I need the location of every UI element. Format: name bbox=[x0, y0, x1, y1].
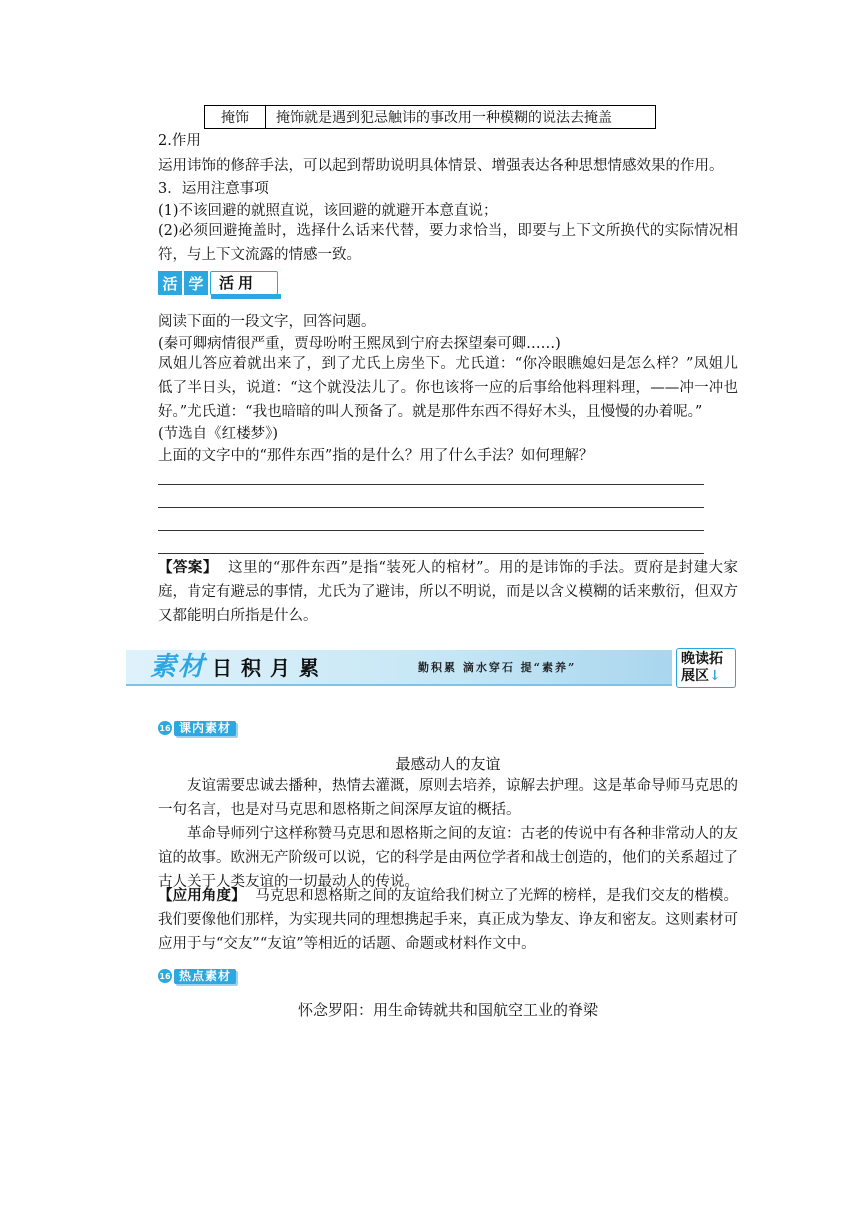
section1-paragraph-2: 革命导师列宁这样称赞马克思和恩格斯之间的友谊：古老的传说中有各种非常动人的友谊的故事。欧洲无产阶级可以说，它的科学是由两位学者和战士创造的，他们的关系超过了古人关于人类友谊的一切最动人的传说。 bbox=[158, 826, 738, 890]
practice-badge bbox=[158, 271, 278, 297]
material-banner bbox=[126, 648, 736, 688]
table-definition: 掩饰就是遇到犯忌触讳的事改用一种模糊的说法去掩盖 bbox=[276, 110, 612, 126]
answer-line-4 bbox=[158, 553, 704, 554]
notes-item-2: (2)必须回避掩盖时，选择什么话来代替，要力求恰当，即要与上下文所换代的实际情况相符，与上下文流露的情感一致。 bbox=[158, 223, 738, 263]
banner-bottom-line bbox=[126, 684, 672, 686]
section-label-text: 课内素材 bbox=[174, 721, 236, 736]
badge-char-1: 活 bbox=[158, 271, 182, 295]
application-text: 马克思和恩格斯之间的友谊给我们树立了光辉的榜样，是我们交友的楷模。我们要像他们那样，为实现共同的理想携起手来，真正成为挚友、诤友和密友。这则素材可应用于与“交友”“友谊”等相近的话题、命题或材料作文中。 bbox=[158, 888, 739, 952]
badge-underline bbox=[211, 294, 281, 299]
practice-question: 上面的文字中的“那件东西”指的是什么？用了什么手法？如何理解？ bbox=[158, 448, 594, 464]
answer-line-1 bbox=[158, 484, 704, 485]
section-label-hot bbox=[158, 967, 236, 985]
answer-line-2 bbox=[158, 507, 704, 508]
tag-line-2-text: 展区 bbox=[681, 668, 709, 684]
badge-frame bbox=[210, 271, 278, 295]
practice-passage: 凤姐儿答应着就出来了，到了尤氏上房坐下。尤氏道：“你冷眼瞧媳妇是怎么样？”凤姐儿低了半日头，说道：“这个就没法儿了。你也该将一应的后事给他料理料理，——冲一冲也好。”尤氏道：“我也暗暗的叫人预备了。就是那件东西不得好木头，且慢慢的办着呢。” bbox=[158, 356, 738, 420]
section2-title: 怀念罗阳：用生命铸就共和国航空工业的脊梁 bbox=[297, 1001, 598, 1019]
banner-sucai: 素材 bbox=[150, 652, 207, 682]
banner-background bbox=[126, 650, 672, 684]
banner-title: 日积月累 bbox=[212, 656, 328, 680]
section-label-text: 热点素材 bbox=[174, 969, 236, 984]
number-badge-icon: 16 bbox=[158, 969, 172, 983]
tag-line-2 bbox=[681, 668, 721, 685]
badge-char-2: 学 bbox=[184, 271, 208, 295]
application-label: 【应用角度】 bbox=[158, 887, 246, 904]
effect-text: 运用讳饰的修辞手法，可以起到帮助说明具体情景、增强表达各种思想情感效果的作用。 bbox=[158, 158, 724, 174]
section1-title: 最感动人的友谊 bbox=[395, 755, 501, 773]
application-block bbox=[158, 884, 738, 956]
answer-block bbox=[158, 556, 738, 628]
badge-rest: 活用 bbox=[219, 274, 258, 292]
notes-item-1: (1)不该回避的就照直说，该回避的就避开本意直说； bbox=[158, 203, 498, 219]
number-badge-icon: 16 bbox=[158, 721, 172, 735]
effect-heading: 2.作用 bbox=[158, 133, 201, 149]
banner-slogan: 勤积累 滴水穿石 提“素养” bbox=[418, 661, 577, 674]
tag-line-1: 晚读拓 bbox=[681, 651, 723, 667]
answer-label: 【答案】 bbox=[158, 559, 218, 576]
arrow-down-icon: ↓ bbox=[709, 668, 721, 684]
section1-paragraph-1: 友谊需要忠诚去播种，热情去灌溉，原则去培养，谅解去护理。这是革命导师马克思的一句名言，也是对马克思和恩格斯之间深厚友谊的概括。 bbox=[158, 778, 738, 818]
practice-instruction: 阅读下面的一段文字，回答问题。 bbox=[158, 314, 376, 330]
table-term: 掩饰 bbox=[205, 106, 266, 128]
answer-line-3 bbox=[158, 530, 704, 531]
practice-source: (节选自《红楼梦》) bbox=[158, 426, 279, 442]
notes-heading: 3．运用注意事项 bbox=[158, 181, 269, 197]
definition-table bbox=[204, 105, 656, 129]
reading-zone-tag bbox=[676, 648, 736, 688]
practice-context: (秦可卿病情很严重，贾母吩咐王熙凤到宁府去探望秦可卿……) bbox=[158, 336, 561, 352]
answer-text: 这里的“那件东西”是指“装死人的棺材”。用的是讳饰的手法。贾府是封建大家庭，肯定有避忌的事情，尤氏为了避讳，所以不明说，而是以含义模糊的话来敷衍，但双方又都能明白所指是什么。 bbox=[158, 560, 739, 624]
section-label-in-class bbox=[158, 719, 236, 737]
